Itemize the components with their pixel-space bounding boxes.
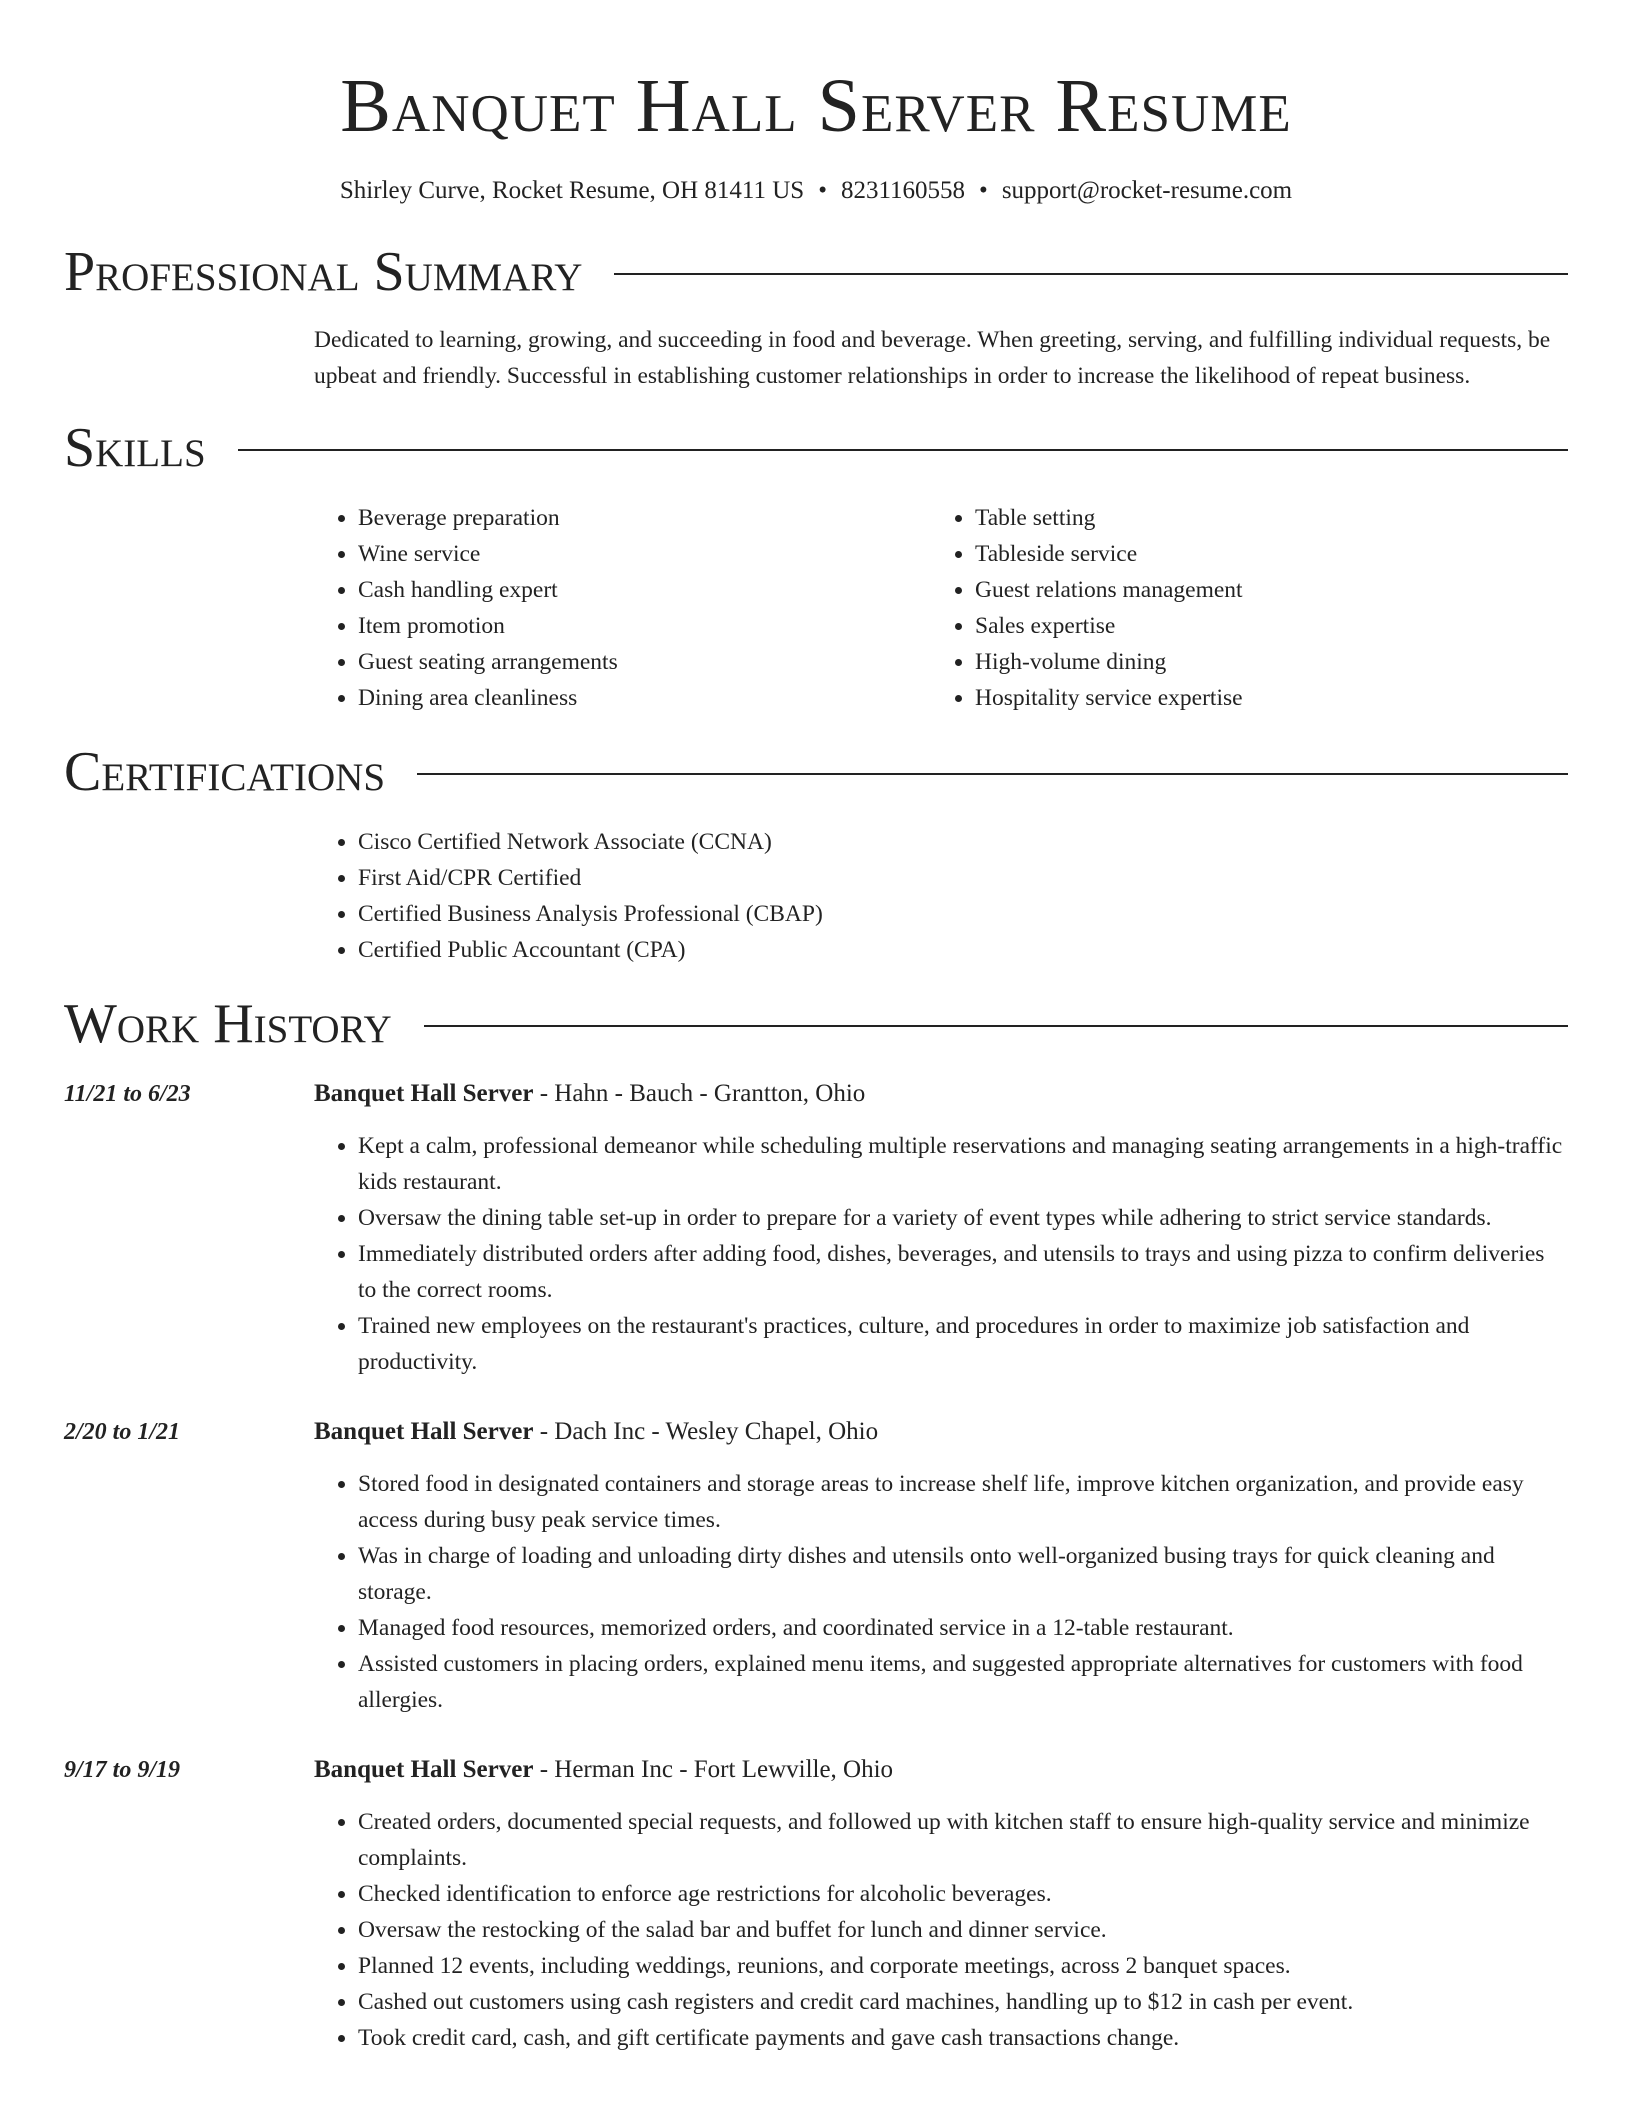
- job-entry: [64, 1076, 1568, 1380]
- skill-item: • Beverage preparation: [358, 500, 931, 536]
- certification-item: • Certified Public Accountant (CPA): [358, 932, 1568, 968]
- skill-item: • Guest relations management: [975, 572, 1548, 608]
- job-employer: - Dach Inc - Wesley Chapel, Ohio: [533, 1418, 879, 1445]
- skills-heading: Skills: [64, 417, 206, 479]
- certification-item: • Cisco Certified Network Associate (CCNA): [358, 824, 1568, 860]
- job-employer: - Hahn - Bauch - Grantton, Ohio: [533, 1080, 866, 1107]
- job-bullet: • Cashed out customers using cash registers and credit card machines, handling up to $12 in cash per event.: [358, 1984, 1568, 2020]
- job-dates: 11/21 to 6/23: [64, 1081, 191, 1107]
- contact-address: Shirley Curve, Rocket Resume, OH 81411 US: [339, 177, 805, 204]
- job-bullet: • Immediately distributed orders after adding food, dishes, beverages, and utensils to trays and using pizza to confirm deliveries to the correct rooms.: [358, 1236, 1568, 1308]
- contact-email: support@rocket-resume.com: [1001, 177, 1293, 204]
- job-details: [314, 1414, 1568, 1718]
- job-title: Banquet Hall Server: [314, 1418, 534, 1445]
- job-title: Banquet Hall Server: [314, 1080, 534, 1107]
- job-bullet: • Checked identification to enforce age restrictions for alcoholic beverages.: [358, 1876, 1568, 1912]
- job-bullet-list: [314, 1804, 1568, 2056]
- job-employer: - Herman Inc - Fort Lewville, Ohio: [533, 1756, 894, 1783]
- job-bullet: • Assisted customers in placing orders, explained menu items, and suggested appropriate alternatives for customers with food allergies.: [358, 1646, 1568, 1718]
- section-divider: [424, 1025, 1568, 1027]
- skill-item: • High-volume dining: [975, 644, 1548, 680]
- job-bullet: • Was in charge of loading and unloading dirty dishes and utensils onto well-organized busing trays for quick cleaning and storage.: [358, 1538, 1568, 1610]
- certification-item: • Certified Business Analysis Professional (CBAP): [358, 896, 1568, 932]
- job-header: [314, 1414, 1568, 1450]
- skill-item: • Dining area cleanliness: [358, 680, 931, 716]
- certifications-section-header: [64, 736, 1568, 808]
- job-header: [314, 1076, 1568, 1112]
- job-entry: [64, 1414, 1568, 1718]
- job-bullet: • Kept a calm, professional demeanor while scheduling multiple reservations and managing seating arrangements in a high-traffic kids restaurant.: [358, 1128, 1568, 1200]
- job-dates: 9/17 to 9/19: [64, 1757, 181, 1783]
- work-history-section-header: [64, 988, 1568, 1060]
- job-bullet: • Oversaw the restocking of the salad bar and buffet for lunch and dinner service.: [358, 1912, 1568, 1948]
- skill-item: • Table setting: [975, 500, 1548, 536]
- job-bullet: • Trained new employees on the restaurant's practices, culture, and procedures in order to maximize job satisfaction and productivity.: [358, 1308, 1568, 1380]
- job-dates: 2/20 to 1/21: [64, 1419, 181, 1445]
- skills-list: [314, 500, 1568, 716]
- resume-title: Banquet Hall Server Resume: [340, 64, 1292, 148]
- section-divider: [417, 773, 1568, 775]
- job-bullet: • Stored food in designated containers and storage areas to increase shelf life, improve kitchen organization, and provide easy access during busy peak service times.: [358, 1466, 1568, 1538]
- section-divider: [614, 273, 1568, 275]
- skill-item: • Item promotion: [358, 608, 931, 644]
- skill-item: • Tableside service: [975, 536, 1548, 572]
- skill-item: • Cash handling expert: [358, 572, 931, 608]
- job-bullet: • Oversaw the dining table set-up in order to prepare for a variety of event types while adhering to strict service standards.: [358, 1200, 1568, 1236]
- job-details: [314, 1752, 1568, 2056]
- skills-column-left: [314, 500, 931, 716]
- job-title: Banquet Hall Server: [314, 1756, 534, 1783]
- contact-phone: 8231160558: [840, 177, 966, 204]
- job-bullet-list: [314, 1128, 1568, 1380]
- contact-line: [64, 174, 1568, 208]
- skills-section-header: [64, 412, 1568, 484]
- skill-item: • Guest seating arrangements: [358, 644, 931, 680]
- summary-text: Dedicated to learning, growing, and succeeding in food and beverage. When greeting, serving, and fulfilling individual requests, be upbeat and friendly. Successful in establishing customer relationships in order to increase the likelihood of repeat business.: [314, 327, 1551, 389]
- contact-separator: •: [818, 177, 827, 204]
- job-entry: [64, 1752, 1568, 2056]
- certifications-list: [314, 824, 1568, 968]
- job-bullet: • Took credit card, cash, and gift certificate payments and gave cash transactions change.: [358, 2020, 1568, 2056]
- job-bullet: • Planned 12 events, including weddings, reunions, and corporate meetings, across 2 banquet spaces.: [358, 1948, 1568, 1984]
- skills-column-right: [931, 500, 1548, 716]
- skill-item: • Wine service: [358, 536, 931, 572]
- job-bullet: • Managed food resources, memorized orders, and coordinated service in a 12-table restaurant.: [358, 1610, 1568, 1646]
- section-divider: [238, 449, 1568, 451]
- certifications-heading: Certifications: [64, 741, 386, 803]
- job-header: [314, 1752, 1568, 1788]
- summary-section-header: [64, 236, 1568, 308]
- job-bullet: • Created orders, documented special requests, and followed up with kitchen staff to ensure high-quality service and minimize complaints.: [358, 1804, 1568, 1876]
- summary-heading: Professional Summary: [64, 241, 583, 303]
- job-bullet-list: [314, 1466, 1568, 1718]
- work-history-heading: Work History: [64, 993, 392, 1055]
- certification-item: • First Aid/CPR Certified: [358, 860, 1568, 896]
- contact-separator: •: [979, 177, 988, 204]
- skill-item: • Sales expertise: [975, 608, 1548, 644]
- work-history-list: [64, 1076, 1568, 2056]
- job-details: [314, 1076, 1568, 1380]
- skill-item: • Hospitality service expertise: [975, 680, 1548, 716]
